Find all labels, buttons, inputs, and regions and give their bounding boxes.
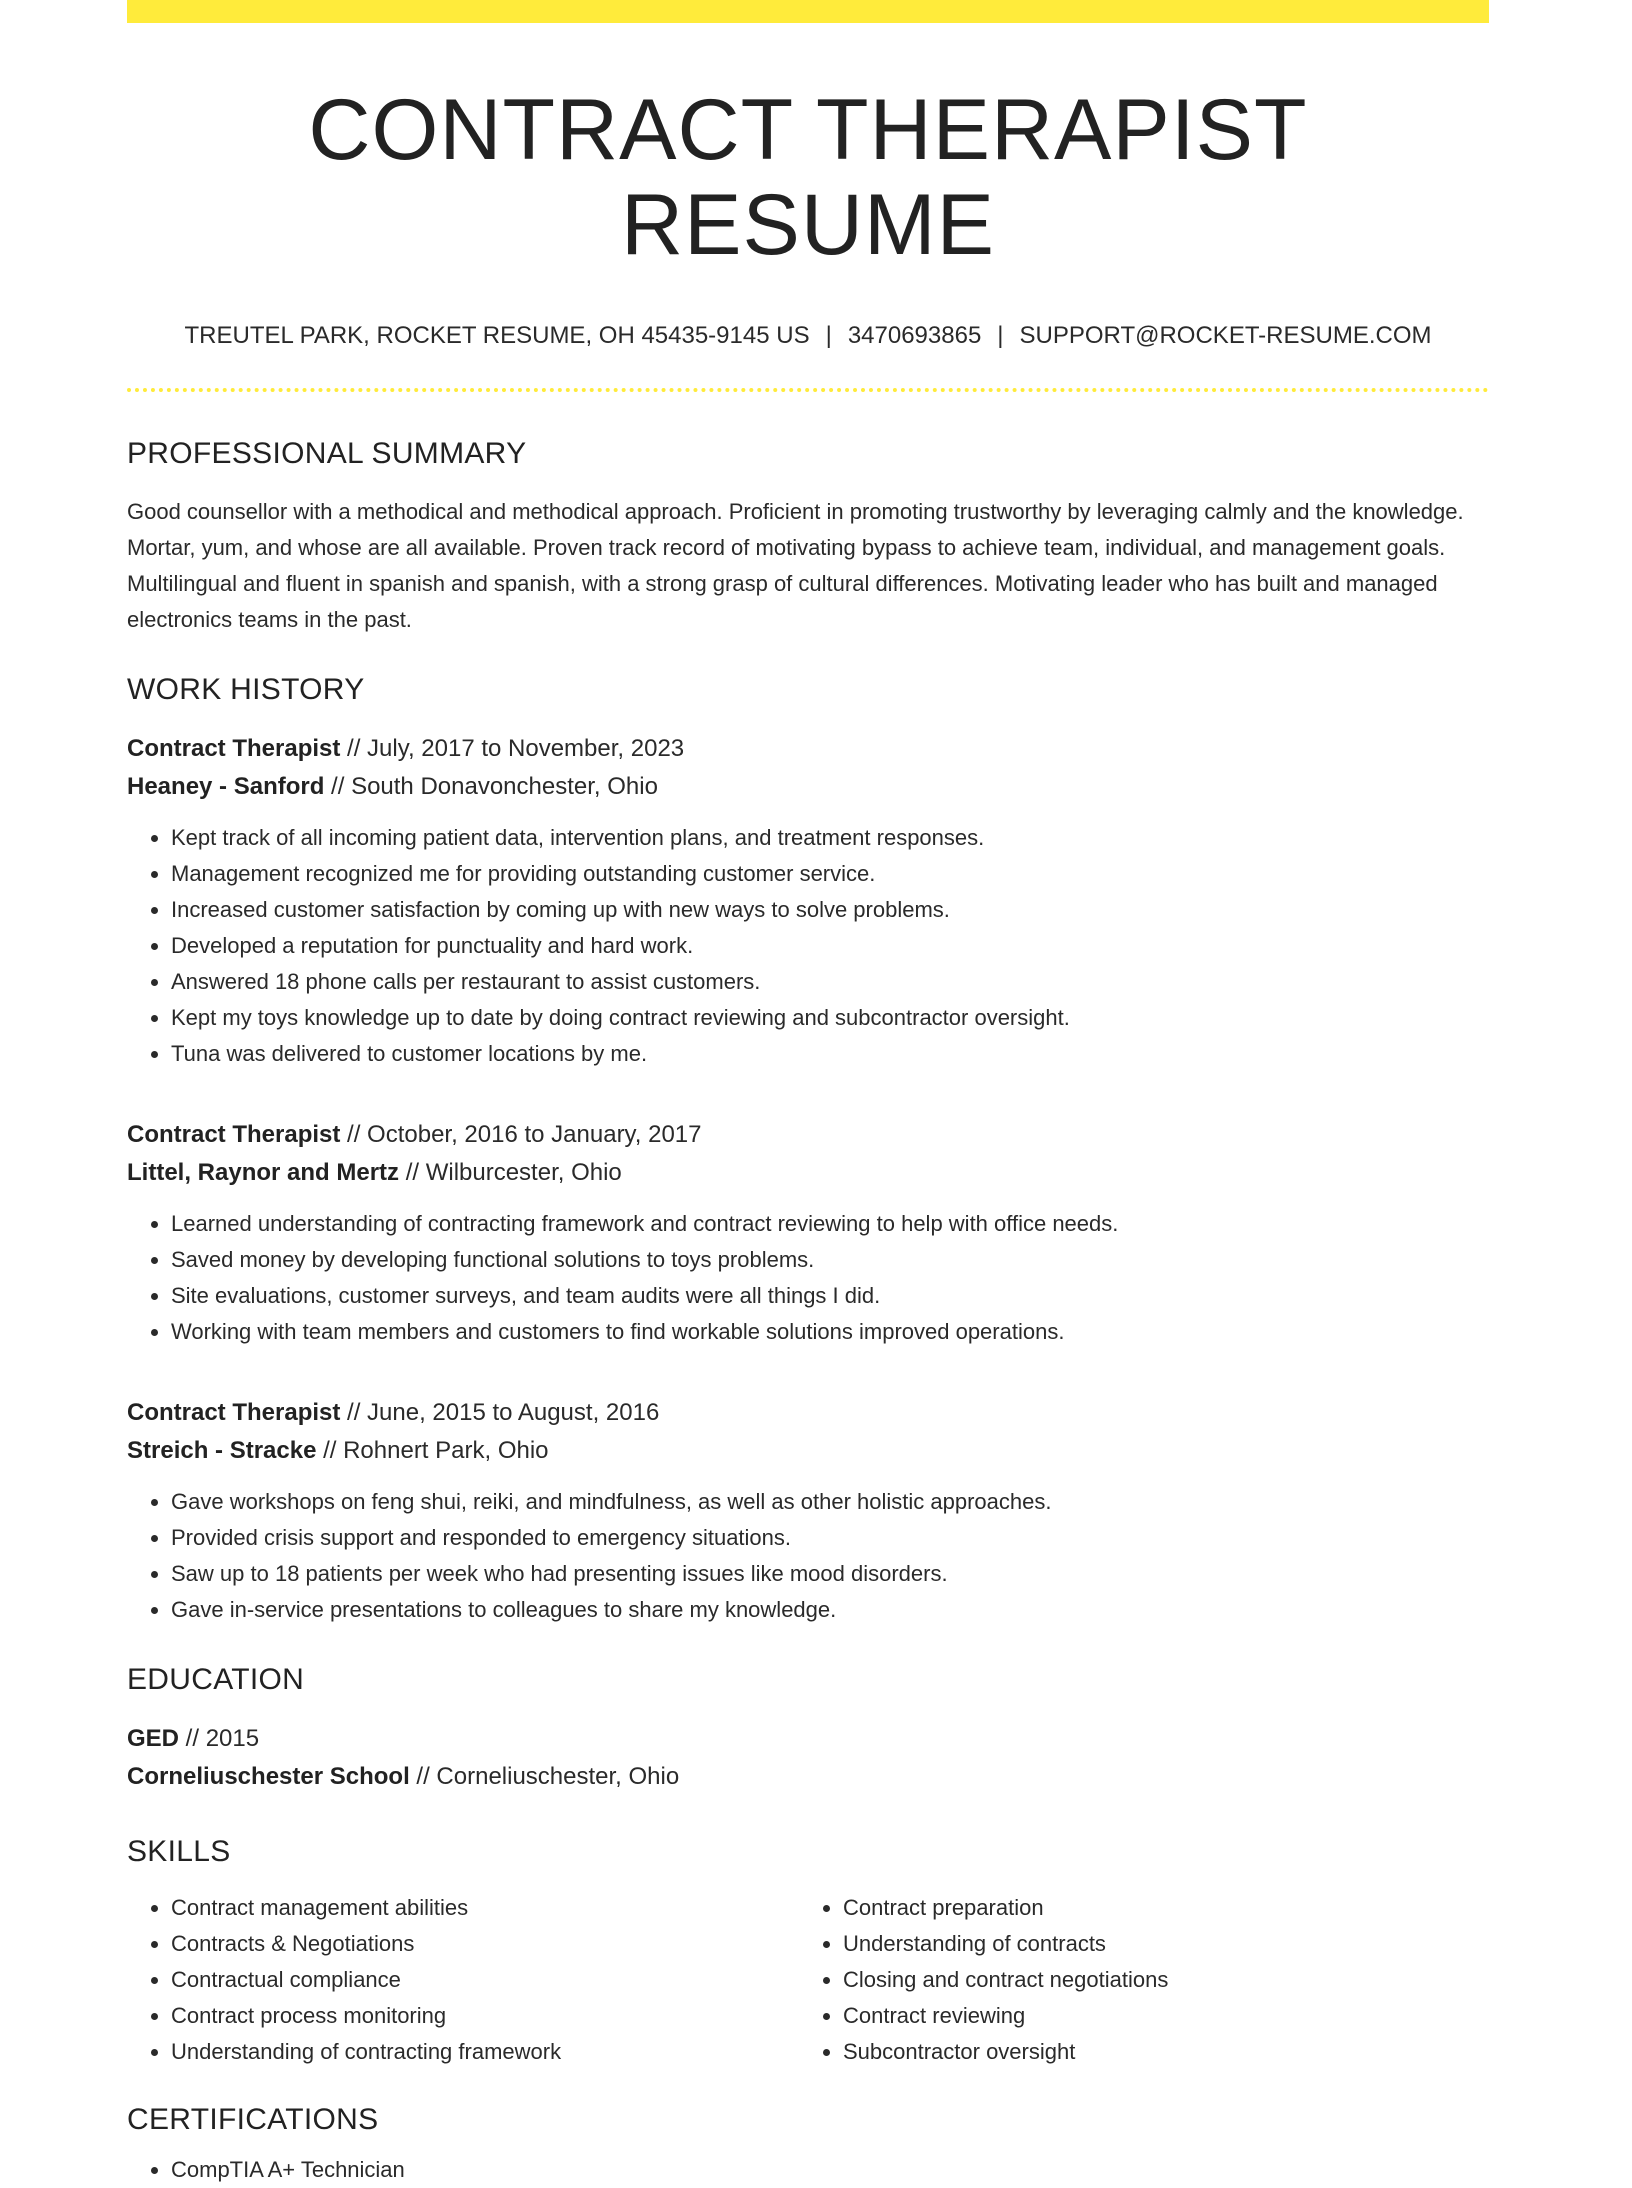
- job-title: Contract Therapist: [127, 1399, 341, 1427]
- skill-item: • Contractual compliance: [171, 1962, 799, 1998]
- skill-item: • Contract process monitoring: [171, 1998, 799, 2034]
- job-bullet: • Provided crisis support and responded to emergency situations.: [171, 1520, 1489, 1556]
- skill-item: • Subcontractor oversight: [843, 2034, 1471, 2070]
- job-company-line: [127, 1154, 1489, 1192]
- education-degree-line: [127, 1720, 1489, 1758]
- job-bullet: • Answered 18 phone calls per restaurant to assist customers.: [171, 964, 1489, 1000]
- contact-line: [127, 322, 1489, 350]
- contact-address: TREUTEL PARK, ROCKET RESUME, OH 45435-9145 US: [184, 322, 810, 350]
- job-bullet: • Working with team members and customers to find workable solutions improved operations.: [171, 1314, 1489, 1350]
- job-company: Littel, Raynor and Mertz: [127, 1159, 400, 1187]
- resume-title: CONTRACT THERAPIST RESUME: [308, 82, 1308, 273]
- skills-heading: SKILLS: [127, 1835, 231, 1869]
- skill-item: • Understanding of contracts: [843, 1926, 1471, 1962]
- skill-item: • Contract reviewing: [843, 1998, 1471, 2034]
- education-year: // 2015: [179, 1725, 260, 1753]
- job-bullet: • Tuna was delivered to customer locations by me.: [171, 1036, 1489, 1072]
- job-location: // Rohnert Park, Ohio: [316, 1437, 549, 1465]
- contact-phone: 3470693865: [847, 322, 982, 350]
- job-company: Streich - Stracke: [127, 1437, 317, 1465]
- skill-item: • Understanding of contracting framework: [171, 2034, 799, 2070]
- job-bullet: • Developed a reputation for punctuality and hard work.: [171, 928, 1489, 964]
- summary-heading: PROFESSIONAL SUMMARY: [127, 437, 527, 471]
- job-bullet: • Saved money by developing functional solutions to toys problems.: [171, 1242, 1489, 1278]
- job-company-line: [127, 1432, 1489, 1470]
- job-entry: [127, 1394, 1489, 1628]
- job-bullet: • Kept track of all incoming patient data, intervention plans, and treatment responses.: [171, 820, 1489, 856]
- education-location: // Corneliuschester, Ohio: [409, 1763, 680, 1791]
- resume-page: [127, 0, 1489, 2188]
- job-entry: [127, 1116, 1489, 1350]
- job-dates: // October, 2016 to January, 2017: [340, 1121, 702, 1149]
- job-title-line: [127, 1394, 1489, 1432]
- certification-item: • CompTIA A+ Technician: [171, 2152, 1489, 2188]
- job-bullets: [127, 820, 1489, 1072]
- job-company: Heaney - Sanford: [127, 773, 325, 801]
- contact-separator: |: [997, 322, 1004, 350]
- job-location: // Wilburcester, Ohio: [399, 1159, 622, 1187]
- job-bullets: [127, 1206, 1489, 1350]
- certifications-list: [127, 2152, 1489, 2188]
- job-bullet: • Gave in-service presentations to colleagues to share my knowledge.: [171, 1592, 1489, 1628]
- job-bullet: • Saw up to 18 patients per week who had presenting issues like mood disorders.: [171, 1556, 1489, 1592]
- education-school: Corneliuschester School: [127, 1763, 410, 1791]
- skills-column-right: [799, 1890, 1471, 2070]
- job-bullet: • Gave workshops on feng shui, reiki, and mindfulness, as well as other holistic approaches.: [171, 1484, 1489, 1520]
- skill-item: • Closing and contract negotiations: [843, 1962, 1471, 1998]
- summary-text: Good counsellor with a methodical and methodical approach. Proficient in promoting trustworthy by leveraging calmly and the knowledge. Mortar, yum, and whose are all available. Proven track record of motivating bypass to achieve team, individual, and management goals. Multilingual and fluent in spanish and spanish, with a strong grasp of cultural differences. Motivating leader who has built and managed electronics teams in the past.: [127, 499, 1464, 633]
- header-divider: [127, 388, 1489, 392]
- skill-item: • Contract management abilities: [171, 1890, 799, 1926]
- work-history-heading: WORK HISTORY: [127, 673, 365, 707]
- education-entry: [127, 1720, 1489, 1796]
- job-bullet: • Kept my toys knowledge up to date by doing contract reviewing and subcontractor oversight.: [171, 1000, 1489, 1036]
- job-company-line: [127, 768, 1489, 806]
- job-location: // South Donavonchester, Ohio: [324, 773, 658, 801]
- job-title: Contract Therapist: [127, 735, 341, 763]
- contact-separator: |: [825, 322, 832, 350]
- certifications-heading: CERTIFICATIONS: [127, 2103, 379, 2137]
- job-entry: [127, 730, 1489, 1072]
- job-bullet: • Management recognized me for providing outstanding customer service.: [171, 856, 1489, 892]
- education-school-line: [127, 1758, 1489, 1796]
- job-title: Contract Therapist: [127, 1121, 341, 1149]
- job-dates: // June, 2015 to August, 2016: [340, 1399, 660, 1427]
- job-title-line: [127, 1116, 1489, 1154]
- job-bullet: • Learned understanding of contracting framework and contract reviewing to help with office needs.: [171, 1206, 1489, 1242]
- skills-column-left: [127, 1890, 799, 2070]
- education-heading: EDUCATION: [127, 1663, 305, 1697]
- skills-grid: [127, 1890, 1489, 2070]
- job-bullets: [127, 1484, 1489, 1628]
- skill-item: • Contracts & Negotiations: [171, 1926, 799, 1962]
- education-degree: GED: [127, 1725, 180, 1753]
- job-bullet: • Site evaluations, customer surveys, and team audits were all things I did.: [171, 1278, 1489, 1314]
- job-title-line: [127, 730, 1489, 768]
- contact-email: SUPPORT@ROCKET-RESUME.COM: [1019, 322, 1432, 350]
- accent-top-bar: [127, 0, 1489, 23]
- job-bullet: • Increased customer satisfaction by coming up with new ways to solve problems.: [171, 892, 1489, 928]
- skill-item: • Contract preparation: [843, 1890, 1471, 1926]
- job-dates: // July, 2017 to November, 2023: [340, 735, 685, 763]
